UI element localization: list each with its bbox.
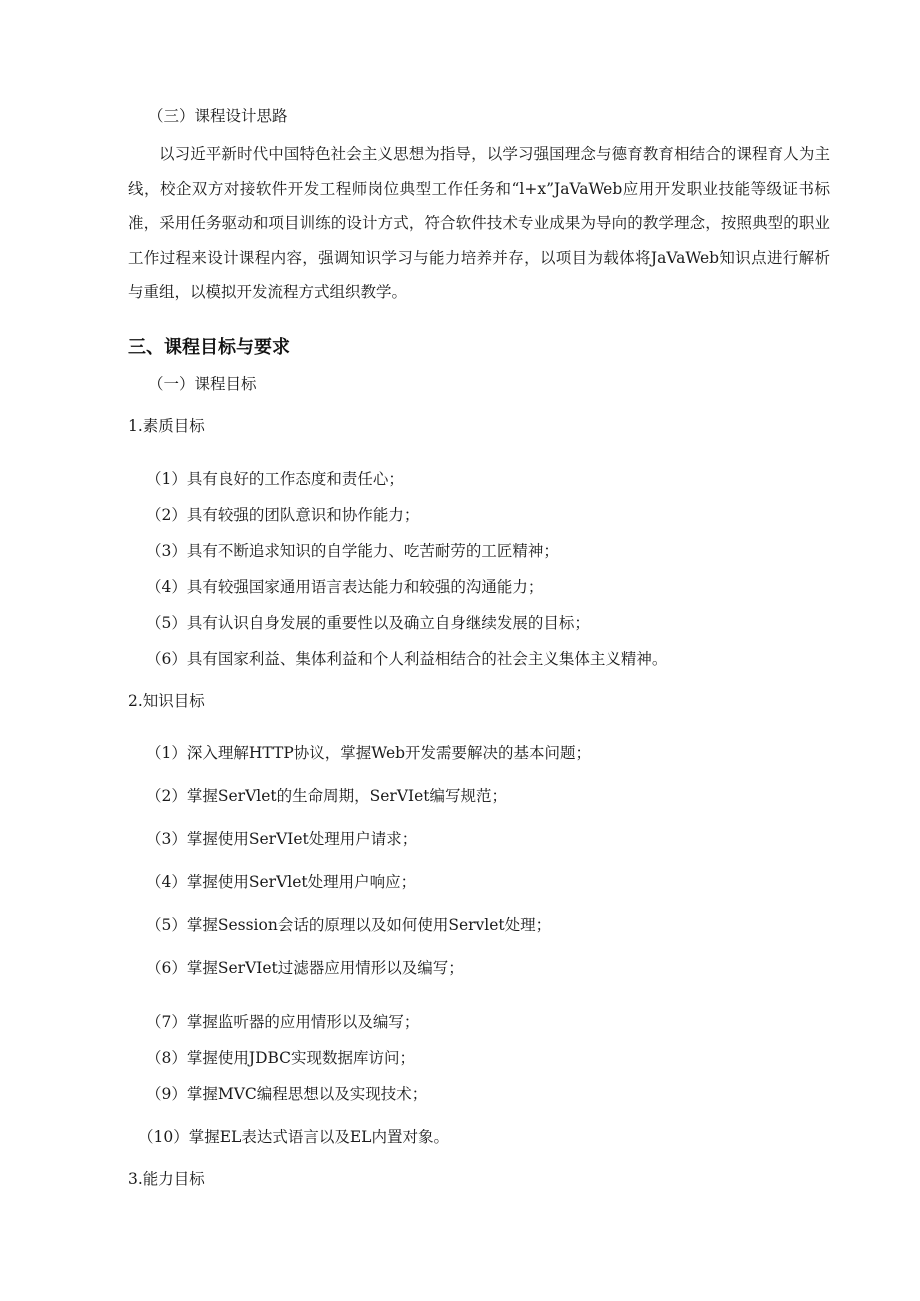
knowledge-goal-item: （7）掌握监听器的应用情形以及编写；	[146, 1013, 420, 1031]
design-heading: （三）课程设计思路	[148, 107, 288, 125]
knowledge-goal-item: （1）深入理解HTTP协议，掌握Web开发需要解决的基本问题；	[146, 744, 592, 762]
section-title: 三、课程目标与要求	[128, 337, 290, 358]
quality-goals-heading: 1.素质目标	[128, 417, 205, 435]
quality-goal-item: （2）具有较强的团队意识和协作能力；	[146, 506, 420, 524]
knowledge-goals-heading: 2.知识目标	[128, 692, 205, 710]
quality-goal-item: （6）具有国家利益、集体利益和个人利益相结合的社会主义集体主义精神。	[146, 650, 668, 668]
knowledge-goal-item: （9）掌握MVC编程思想以及实现技术；	[146, 1085, 428, 1103]
quality-goal-item: （3）具有不断追求知识的自学能力、吃苦耐劳的工匠精神；	[146, 542, 559, 560]
knowledge-goal-item: （3）掌握使用SerVIet处理用户请求；	[146, 830, 418, 848]
knowledge-goal-item: （2）掌握SerVlet的生命周期，SerVIet编写规范；	[146, 787, 508, 805]
ability-goals-heading: 3.能力目标	[128, 1170, 205, 1188]
knowledge-goal-item: （8）掌握使用JDBC实现数据库访问；	[146, 1049, 416, 1067]
quality-goal-item: （1）具有良好的工作态度和责任心；	[146, 470, 404, 488]
knowledge-goal-item: （5）掌握Session会话的原理以及如何使用Servlet处理；	[146, 916, 552, 934]
design-paragraph: 以习近平新时代中国特色社会主义思想为指导，以学习强国理念与德育教育相结合的课程育人为主线，校企双方对接软件开发工程师岗位典型工作任务和“l+x”JaVaWeb应用开发职业技能等级证书标准，采用任务驱动和项目训练的设计方式，符合软件技术专业成果为导向的教学理念，按照典型的职业工作过程来设计课程内容，强调知识学习与能力培养并存，以项目为载体将JaVaWeb知识点进行解析与重组，以模拟开发流程方式组织教学。	[128, 145, 830, 301]
quality-goal-item: （4）具有较强国家通用语言表达能力和较强的沟通能力；	[146, 578, 544, 596]
quality-goal-item: （5）具有认识自身发展的重要性以及确立自身继续发展的目标；	[146, 614, 590, 632]
knowledge-goal-item: （4）掌握使用SerVlet处理用户响应；	[146, 873, 417, 891]
knowledge-goal-item: （6）掌握SerVIet过滤器应用情形以及编写；	[146, 959, 464, 977]
course-goals-subheading: （一）课程目标	[148, 375, 257, 393]
knowledge-goal-item: （10）掌握EL表达式语言以及EL内置对象。	[138, 1128, 449, 1146]
